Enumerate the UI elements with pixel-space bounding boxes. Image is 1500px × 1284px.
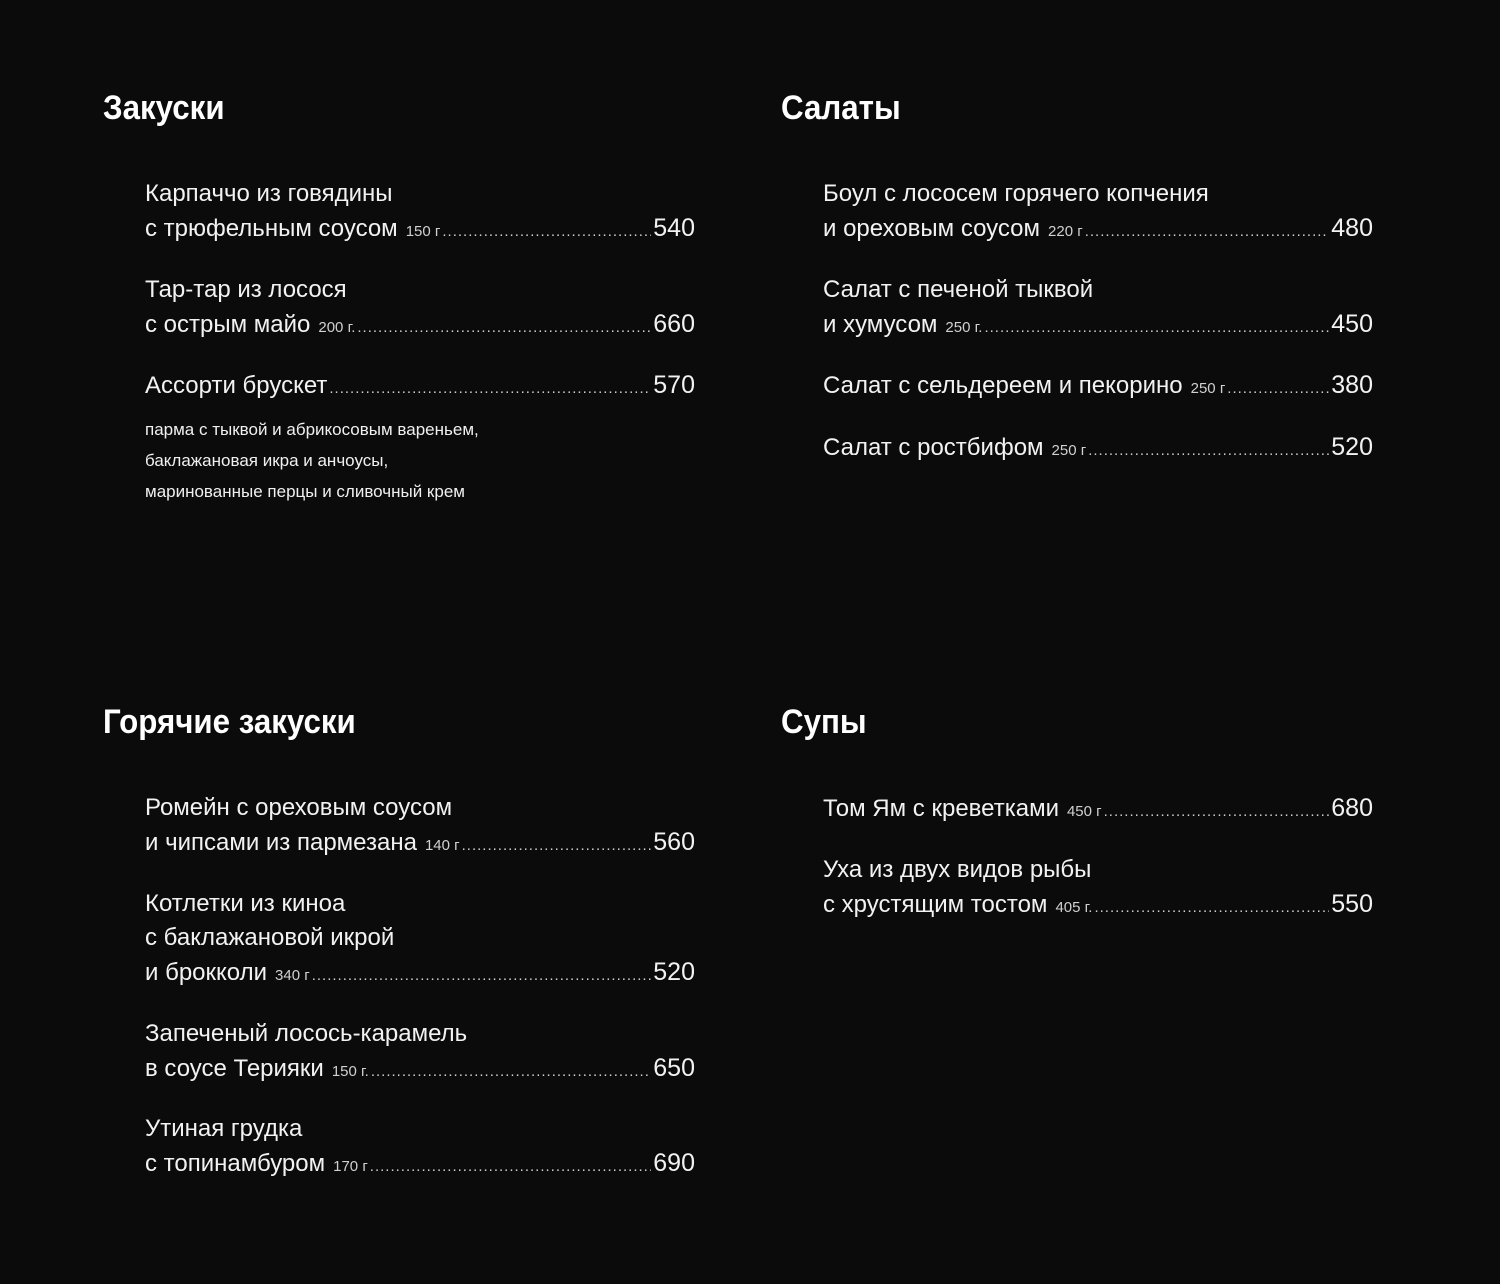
item-name: Тар-тар из лосося bbox=[145, 276, 347, 303]
dot-leader bbox=[329, 372, 651, 406]
menu-item bbox=[145, 177, 695, 245]
item-name: Салат с печеной тыквой bbox=[823, 276, 1094, 303]
item-name: с трюфельным соусом bbox=[145, 215, 398, 242]
dot-leader bbox=[371, 1055, 651, 1089]
item-price: 520 bbox=[653, 958, 695, 986]
item-price: 380 bbox=[1331, 371, 1373, 399]
item-weight: 250 г. bbox=[945, 319, 983, 336]
item-weight: 450 г bbox=[1066, 803, 1102, 820]
description-line: баклажановая икра и анчоусы, bbox=[145, 451, 389, 470]
menu-item bbox=[145, 1017, 695, 1085]
item-weight: 140 г bbox=[424, 837, 460, 854]
item-price: 660 bbox=[653, 310, 695, 338]
item-name: Ассорти брускет bbox=[145, 372, 328, 399]
menu-item bbox=[823, 430, 1373, 464]
dot-leader bbox=[462, 829, 652, 863]
item-name: и хумусом bbox=[823, 311, 938, 338]
menu-item bbox=[145, 1112, 695, 1180]
item-name: Ромейн с ореховым соусом bbox=[145, 794, 453, 821]
item-name: с острым майо bbox=[145, 311, 311, 338]
item-name: с хрустящим тостом bbox=[823, 891, 1048, 918]
item-name: и ореховым соусом bbox=[823, 215, 1041, 242]
dot-leader bbox=[312, 959, 652, 993]
item-weight: 150 г. bbox=[331, 1063, 369, 1080]
item-weight: 170 г bbox=[333, 1158, 368, 1175]
menu-item bbox=[823, 273, 1373, 341]
description-line: парма с тыквой и абрикосовым вареньем, bbox=[145, 420, 479, 439]
menu-item bbox=[823, 177, 1373, 245]
item-name: с топинамбуром bbox=[145, 1150, 326, 1177]
item-weight: 250 г bbox=[1190, 380, 1226, 397]
dot-leader bbox=[370, 1150, 651, 1184]
item-price: 690 bbox=[653, 1149, 695, 1177]
item-price: 650 bbox=[653, 1054, 695, 1082]
item-weight: 340 г bbox=[275, 967, 310, 984]
item-name: и брокколи bbox=[145, 959, 268, 986]
item-name: Уха из двух видов рыбы bbox=[823, 856, 1092, 883]
menu-item bbox=[823, 853, 1373, 921]
item-price: 550 bbox=[1331, 890, 1373, 918]
section-title: Горячие закуски bbox=[103, 703, 356, 741]
item-name: Боул с лососем горячего копчения bbox=[823, 180, 1209, 207]
item-price: 680 bbox=[1331, 794, 1373, 822]
item-price: 560 bbox=[653, 828, 695, 856]
item-weight: 150 г bbox=[405, 223, 441, 240]
item-price: 480 bbox=[1331, 214, 1373, 242]
item-price: 520 bbox=[1331, 433, 1373, 461]
menu-item bbox=[823, 791, 1373, 825]
item-price: 450 bbox=[1331, 310, 1373, 338]
dot-leader bbox=[442, 215, 651, 249]
dot-leader bbox=[1094, 891, 1329, 925]
item-name: Утиная грудка bbox=[145, 1115, 303, 1142]
item-weight: 250 г bbox=[1051, 442, 1087, 459]
section-title: Салаты bbox=[781, 89, 901, 127]
section-title: Закуски bbox=[103, 89, 225, 127]
item-name: Запеченый лосось-карамель bbox=[145, 1020, 468, 1047]
item-name: Котлетки из киноа bbox=[145, 890, 346, 917]
menu-item bbox=[145, 887, 695, 989]
item-name: Салат с сельдереем и пекорино bbox=[823, 372, 1183, 399]
item-description bbox=[145, 414, 695, 507]
item-name: в соусе Терияки bbox=[145, 1055, 324, 1082]
item-weight: 220 г bbox=[1048, 223, 1083, 240]
menu-item bbox=[145, 273, 695, 341]
item-price: 540 bbox=[653, 214, 695, 242]
item-price: 570 bbox=[653, 371, 695, 399]
dot-leader bbox=[984, 311, 1329, 345]
dot-leader bbox=[1088, 434, 1329, 468]
dot-leader bbox=[1227, 372, 1329, 406]
item-name: с баклажановой икрой bbox=[145, 924, 395, 951]
item-weight: 200 г. bbox=[318, 319, 356, 336]
item-name: Карпаччо из говядины bbox=[145, 180, 393, 207]
item-weight: 405 г. bbox=[1055, 899, 1093, 916]
item-name: и чипсами из пармезана bbox=[145, 829, 417, 856]
dot-leader bbox=[1085, 215, 1330, 249]
section-title: Супы bbox=[781, 703, 867, 741]
dot-leader bbox=[1104, 795, 1330, 829]
description-line: маринованные перцы и сливочный крем bbox=[145, 482, 465, 501]
dot-leader bbox=[357, 311, 651, 345]
item-name: Том Ям с креветками bbox=[823, 795, 1059, 822]
menu-item bbox=[145, 791, 695, 859]
menu-item bbox=[145, 368, 695, 507]
menu-item bbox=[823, 368, 1373, 402]
item-name: Салат с ростбифом bbox=[823, 434, 1044, 461]
